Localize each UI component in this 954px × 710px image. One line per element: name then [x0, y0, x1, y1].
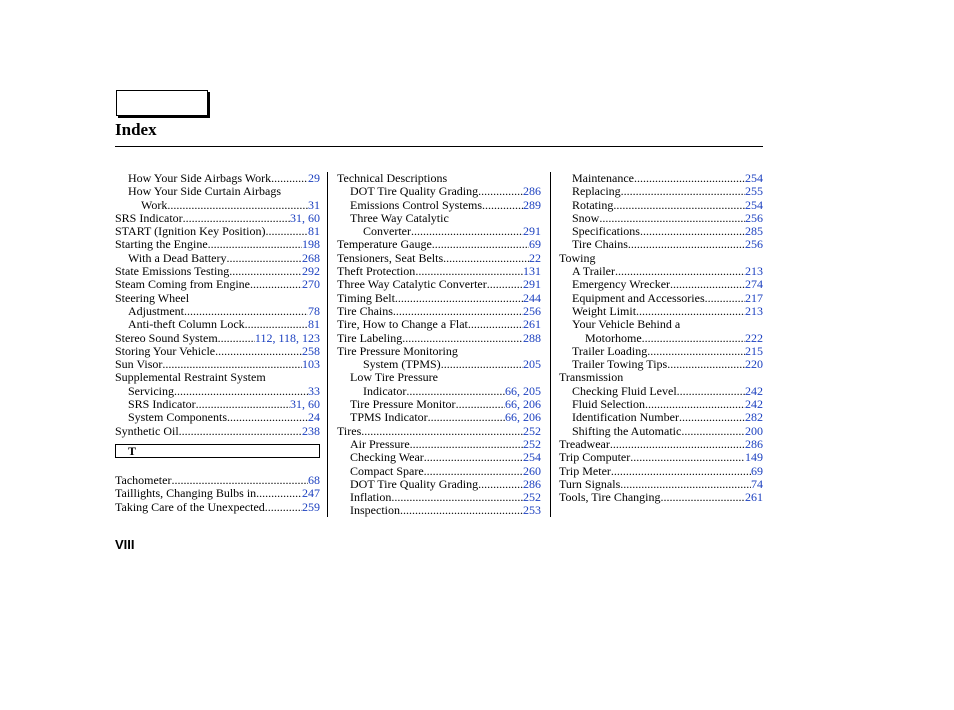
page-reference-link[interactable]: 215 — [745, 343, 763, 358]
page-reference-link[interactable]: 259 — [302, 499, 320, 514]
page-reference-link[interactable]: 68 — [308, 472, 320, 487]
entry-label: Turn Signals — [559, 476, 621, 491]
index-entry[interactable] — [559, 385, 763, 398]
leader-dots — [621, 185, 745, 198]
entry-label: DOT Tire Quality Grading — [350, 476, 479, 491]
entry-label: Starting the Engine — [115, 237, 208, 252]
column-3-entries — [559, 172, 763, 504]
leader-dots — [705, 292, 745, 305]
entry-label: Sun Visor — [115, 357, 163, 372]
page-reference-link[interactable]: 69 — [751, 463, 763, 478]
index-entry[interactable] — [559, 238, 763, 251]
entry-label: System (TPMS) — [363, 357, 441, 372]
index-entry — [559, 371, 763, 384]
page-reference-link[interactable]: 66, 205 — [505, 383, 541, 398]
column-divider-1 — [327, 172, 328, 517]
index-entry[interactable] — [337, 252, 541, 265]
leader-dots — [361, 425, 523, 438]
page-reference-link[interactable]: 286 — [523, 184, 541, 199]
entry-label: Supplemental Restraint System — [115, 370, 266, 385]
entry-label: SRS Indicator — [128, 397, 196, 412]
column-1-after-letter-entries — [115, 474, 320, 514]
leader-dots — [395, 292, 523, 305]
leader-dots — [468, 318, 523, 331]
entry-label: Motorhome — [585, 330, 642, 345]
index-entry[interactable] — [115, 398, 320, 411]
page-reference-link[interactable]: 29 — [308, 171, 320, 185]
index-entry — [559, 252, 763, 265]
index-entry[interactable] — [559, 425, 763, 438]
entry-label: Shifting the Automatic — [572, 423, 682, 438]
page-reference-link[interactable]: 268 — [302, 250, 320, 265]
index-entry[interactable] — [337, 411, 541, 424]
leader-dots — [229, 265, 302, 278]
index-entry[interactable] — [115, 278, 320, 291]
index-entry[interactable] — [337, 385, 541, 398]
index-entry[interactable] — [115, 225, 320, 238]
entry-label: With a Dead Battery — [128, 250, 227, 265]
entry-label: TPMS Indicator — [350, 410, 428, 425]
entry-label: Emergency Wrecker — [572, 277, 671, 292]
section-letter: T — [128, 443, 137, 458]
page-reference-link[interactable]: 244 — [523, 290, 541, 305]
leader-dots — [265, 501, 302, 514]
page-reference-link[interactable]: 205 — [523, 357, 541, 372]
section-letter-box — [115, 444, 320, 458]
leader-dots — [478, 185, 523, 198]
entry-label: Indicator — [363, 383, 407, 398]
leader-dots — [670, 278, 745, 291]
leader-dots — [667, 358, 745, 371]
index-entry[interactable] — [559, 345, 763, 358]
leader-dots — [218, 332, 255, 345]
page-reference-link[interactable]: 112, 118, 123 — [254, 330, 320, 345]
index-entry[interactable] — [559, 451, 763, 464]
index-entry[interactable] — [337, 358, 541, 371]
leader-dots — [642, 332, 745, 345]
entry-label: Towing — [559, 250, 596, 265]
index-entry — [115, 185, 320, 198]
page-reference-link[interactable]: 286 — [745, 436, 763, 451]
index-entry[interactable] — [115, 199, 320, 212]
leader-dots — [424, 451, 523, 464]
entry-label: Trailer Towing Tips — [572, 357, 668, 372]
index-entry — [337, 345, 541, 358]
entry-label: Stereo Sound System — [115, 330, 218, 345]
entry-label: Three Way Catalytic — [350, 210, 449, 225]
index-entry[interactable] — [559, 332, 763, 345]
page-reference-link[interactable]: 213 — [745, 264, 763, 279]
index-entry[interactable] — [115, 238, 320, 251]
index-entry — [337, 172, 541, 185]
index-column-2 — [337, 172, 541, 518]
page-reference-link[interactable]: 103 — [302, 357, 320, 372]
entry-label: Inflation — [350, 490, 392, 505]
index-entry[interactable] — [115, 385, 320, 398]
index-entry[interactable] — [337, 504, 541, 517]
index-entry[interactable] — [559, 199, 763, 212]
index-entry[interactable] — [115, 252, 320, 265]
page-reference-link[interactable]: 31, 60 — [290, 397, 320, 412]
leader-dots — [424, 465, 523, 478]
page-reference-link[interactable]: 222 — [745, 330, 763, 345]
index-entry[interactable] — [115, 305, 320, 318]
entry-label: Checking Fluid Level — [572, 383, 677, 398]
entry-label: Three Way Catalytic Converter — [337, 277, 487, 292]
index-entry[interactable] — [559, 478, 763, 491]
page-reference-link[interactable]: 253 — [523, 503, 541, 518]
index-entry[interactable] — [337, 185, 541, 198]
index-entry[interactable] — [337, 199, 541, 212]
leader-dots — [167, 199, 308, 212]
leader-dots — [628, 238, 745, 251]
index-entry[interactable] — [337, 451, 541, 464]
leader-dots — [250, 278, 302, 291]
column-2-entries — [337, 172, 541, 518]
index-entry — [337, 212, 541, 225]
entry-label: Tire Labeling — [337, 330, 403, 345]
entry-label: Compact Spare — [350, 463, 424, 478]
leader-dots — [620, 478, 751, 491]
leader-dots — [487, 278, 523, 291]
leader-dots — [226, 252, 302, 265]
page-reference-link[interactable]: 270 — [302, 277, 320, 292]
leader-dots — [415, 265, 523, 278]
index-entry[interactable] — [115, 487, 320, 500]
leader-dots — [611, 465, 751, 478]
page-reference-link[interactable]: 247 — [302, 486, 320, 501]
index-entry[interactable] — [115, 172, 320, 185]
page-reference-link[interactable]: 69 — [529, 237, 541, 252]
leader-dots — [630, 451, 745, 464]
entry-label: START (Ignition Key Position) — [115, 224, 266, 239]
column-1-entries — [115, 172, 320, 438]
page-reference-link[interactable]: 24 — [308, 410, 320, 425]
entry-label: Fluid Selection — [572, 397, 645, 412]
entry-label: Work — [141, 197, 168, 212]
index-entry[interactable] — [115, 345, 320, 358]
index-column-1 — [115, 172, 320, 514]
page-reference-link[interactable]: 33 — [308, 383, 320, 398]
entry-label: Taillights, Changing Bulbs in — [115, 486, 257, 501]
entry-label: Servicing — [128, 383, 174, 398]
page-reference-link[interactable]: 131 — [523, 264, 541, 279]
page-reference-link[interactable]: 256 — [523, 303, 541, 318]
leader-dots — [171, 474, 308, 487]
leader-dots — [208, 238, 302, 251]
entry-label: Converter — [363, 224, 411, 239]
leader-dots — [245, 318, 308, 331]
entry-label: Rotating — [572, 197, 614, 212]
leader-dots — [441, 358, 523, 371]
leader-dots — [645, 398, 745, 411]
page-reference-link[interactable]: 282 — [745, 410, 763, 425]
index-entry[interactable] — [559, 465, 763, 478]
index-entry[interactable] — [559, 305, 763, 318]
leader-dots — [406, 385, 505, 398]
entry-label: System Components — [128, 410, 228, 425]
page-reference-link[interactable]: 200 — [745, 423, 763, 438]
index-entry[interactable] — [559, 358, 763, 371]
index-entry[interactable] — [115, 474, 320, 487]
page-reference-link[interactable]: 81 — [308, 317, 320, 332]
page-reference-link[interactable]: 238 — [302, 423, 320, 438]
page-reference-link[interactable]: 217 — [745, 290, 763, 305]
page-reference-link[interactable]: 22 — [529, 250, 541, 265]
leader-dots — [443, 252, 529, 265]
leader-dots — [174, 385, 308, 398]
page-reference-link[interactable]: 31, 60 — [290, 210, 320, 225]
entry-label: Transmission — [559, 370, 624, 385]
leader-dots — [634, 172, 745, 185]
page-reference-link[interactable]: 286 — [523, 476, 541, 491]
leader-dots — [271, 172, 308, 185]
page-reference-link[interactable]: 81 — [308, 224, 320, 239]
entry-label: Weight Limit — [572, 303, 637, 318]
entry-label: Theft Protection — [337, 264, 416, 279]
index-entry[interactable] — [337, 438, 541, 451]
entry-label: Tire Chains — [337, 303, 393, 318]
entry-label: Tires — [337, 423, 362, 438]
entry-label: Storing Your Vehicle — [115, 343, 216, 358]
index-entry[interactable] — [559, 411, 763, 424]
leader-dots — [599, 212, 745, 225]
index-entry[interactable] — [337, 225, 541, 238]
leader-dots — [661, 491, 745, 504]
index-entry[interactable] — [337, 465, 541, 478]
entry-label: Specifications — [572, 224, 640, 239]
page-reference-link[interactable]: 256 — [745, 237, 763, 252]
entry-label: Tire Chains — [572, 237, 628, 252]
entry-label: Your Vehicle Behind a — [572, 317, 681, 332]
leader-dots — [411, 225, 523, 238]
leader-dots — [179, 425, 302, 438]
page-number: VIII — [115, 537, 135, 552]
leader-dots — [432, 238, 529, 251]
page-reference-link[interactable]: 261 — [745, 490, 763, 505]
leader-dots — [391, 491, 523, 504]
index-entry[interactable] — [115, 501, 320, 514]
entry-label: Maintenance — [572, 171, 634, 185]
entry-label: A Trailer — [572, 264, 616, 279]
page-reference-link[interactable]: 258 — [302, 343, 320, 358]
leader-dots — [184, 305, 308, 318]
index-entry[interactable] — [337, 265, 541, 278]
leader-dots — [183, 212, 290, 225]
index-entry[interactable] — [115, 425, 320, 438]
entry-label: How Your Side Airbags Work — [128, 171, 272, 185]
page-reference-link[interactable]: 256 — [745, 210, 763, 225]
entry-label: Temperature Gauge — [337, 237, 432, 252]
entry-label: State Emissions Testing — [115, 264, 230, 279]
index-entry[interactable] — [337, 491, 541, 504]
page-reference-link[interactable]: 260 — [523, 463, 541, 478]
leader-dots — [196, 398, 290, 411]
leader-dots — [265, 225, 308, 238]
column-divider-2 — [550, 172, 551, 517]
entry-label: Tire Pressure Monitor — [350, 397, 456, 412]
leader-dots — [636, 305, 745, 318]
entry-label: Snow — [572, 210, 600, 225]
entry-label: Trip Meter — [559, 463, 611, 478]
entry-label: Tire, How to Change a Flat — [337, 317, 468, 332]
page-reference-link[interactable]: 254 — [745, 197, 763, 212]
leader-dots — [640, 225, 745, 238]
index-entry[interactable] — [337, 318, 541, 331]
page-reference-link[interactable]: 291 — [523, 224, 541, 239]
page-reference-link[interactable]: 291 — [523, 277, 541, 292]
page-reference-link[interactable]: 288 — [523, 330, 541, 345]
page-reference-link[interactable]: 274 — [745, 277, 763, 292]
index-entry[interactable] — [559, 398, 763, 411]
entry-label: Treadwear — [559, 436, 610, 451]
leader-dots — [677, 385, 745, 398]
page-reference-link[interactable]: 254 — [745, 171, 763, 185]
index-entry[interactable] — [115, 358, 320, 371]
entry-label: Emissions Control Systems — [350, 197, 483, 212]
leader-dots — [615, 265, 745, 278]
index-entry[interactable] — [559, 185, 763, 198]
page-reference-link[interactable]: 252 — [523, 436, 541, 451]
page-reference-link[interactable]: 255 — [745, 184, 763, 199]
entry-label: Identification Number — [572, 410, 679, 425]
entry-label: How Your Side Curtain Airbags — [128, 184, 282, 199]
index-entry[interactable] — [115, 332, 320, 345]
leader-dots — [679, 411, 745, 424]
entry-label: Adjustment — [128, 303, 184, 318]
index-entry[interactable] — [337, 398, 541, 411]
entry-label: Technical Descriptions — [337, 171, 448, 185]
index-entry[interactable] — [115, 318, 320, 331]
index-entry — [115, 292, 320, 305]
entry-label: Tensioners, Seat Belts — [337, 250, 444, 265]
page-reference-link[interactable]: 31 — [308, 197, 320, 212]
page-reference-link[interactable]: 74 — [751, 476, 763, 491]
index-entry[interactable] — [559, 212, 763, 225]
index-entry[interactable] — [115, 265, 320, 278]
entry-label: Tools, Tire Changing — [559, 490, 661, 505]
leader-dots — [410, 438, 523, 451]
leader-dots — [428, 411, 505, 424]
entry-label: Equipment and Accessories — [572, 290, 705, 305]
leader-dots — [162, 358, 302, 371]
entry-label: Trailer Loading — [572, 343, 648, 358]
entry-label: Anti-theft Column Lock — [128, 317, 245, 332]
index-column-3 — [559, 172, 763, 504]
page-reference-link[interactable]: 289 — [523, 197, 541, 212]
entry-label: Taking Care of the Unexpected — [115, 499, 265, 514]
index-entry[interactable] — [337, 425, 541, 438]
page-reference-link[interactable]: 66, 206 — [505, 397, 541, 412]
page-reference-link[interactable]: 149 — [745, 450, 763, 465]
index-entry — [559, 318, 763, 331]
leader-dots — [402, 332, 523, 345]
leader-dots — [227, 411, 308, 424]
page-reference-link[interactable]: 78 — [308, 303, 320, 318]
leader-dots — [613, 199, 745, 212]
leader-dots — [256, 487, 302, 500]
index-entry[interactable] — [337, 278, 541, 291]
index-entry — [115, 371, 320, 384]
index-entry[interactable] — [559, 438, 763, 451]
index-entry[interactable] — [115, 212, 320, 225]
entry-label: Steam Coming from Engine — [115, 277, 250, 292]
leader-dots — [393, 305, 523, 318]
index-entry[interactable] — [337, 305, 541, 318]
leader-dots — [647, 345, 745, 358]
index-entry[interactable] — [337, 478, 541, 491]
page-reference-link[interactable]: 254 — [523, 450, 541, 465]
page-reference-link[interactable]: 66, 206 — [505, 410, 541, 425]
index-entry — [337, 371, 541, 384]
leader-dots — [456, 398, 505, 411]
index-entry[interactable] — [337, 332, 541, 345]
entry-label: Inspection — [350, 503, 400, 518]
index-entry[interactable] — [559, 491, 763, 504]
entry-label: Tachometer — [115, 472, 172, 487]
entry-label: SRS Indicator — [115, 210, 183, 225]
leader-dots — [400, 504, 523, 517]
page-title: Index — [115, 120, 157, 139]
page-reference-link[interactable]: 220 — [745, 357, 763, 372]
entry-label: Checking Wear — [350, 450, 424, 465]
page-reference-link[interactable]: 285 — [745, 224, 763, 239]
index-entry[interactable] — [337, 238, 541, 251]
title-rule — [115, 146, 763, 147]
page-reference-link[interactable]: 242 — [745, 383, 763, 398]
entry-label: Air Pressure — [350, 436, 410, 451]
section-tab-box — [116, 90, 208, 116]
index-entry[interactable] — [559, 172, 763, 185]
index-entry[interactable] — [337, 292, 541, 305]
index-entry[interactable] — [115, 411, 320, 424]
index-entry[interactable] — [559, 225, 763, 238]
page-reference-link[interactable]: 252 — [523, 423, 541, 438]
leader-dots — [482, 199, 523, 212]
page-reference-link[interactable]: 292 — [302, 264, 320, 279]
leader-dots — [681, 425, 745, 438]
entry-label: DOT Tire Quality Grading — [350, 184, 479, 199]
page-reference-link[interactable]: 198 — [302, 237, 320, 252]
entry-label: Steering Wheel — [115, 290, 190, 305]
page-reference-link[interactable]: 261 — [523, 317, 541, 332]
page-reference-link[interactable]: 252 — [523, 490, 541, 505]
entry-label: Low Tire Pressure — [350, 370, 439, 385]
page-reference-link[interactable]: 213 — [745, 303, 763, 318]
leader-dots — [610, 438, 745, 451]
leader-dots — [215, 345, 302, 358]
index-entry[interactable] — [559, 278, 763, 291]
entry-label: Trip Computer — [559, 450, 631, 465]
entry-label: Timing Belt — [337, 290, 395, 305]
leader-dots — [478, 478, 523, 491]
index-entry[interactable] — [559, 292, 763, 305]
entry-label: Replacing — [572, 184, 621, 199]
entry-label: Tire Pressure Monitoring — [337, 343, 458, 358]
index-entry[interactable] — [559, 265, 763, 278]
page-reference-link[interactable]: 242 — [745, 397, 763, 412]
entry-label: Synthetic Oil — [115, 423, 179, 438]
